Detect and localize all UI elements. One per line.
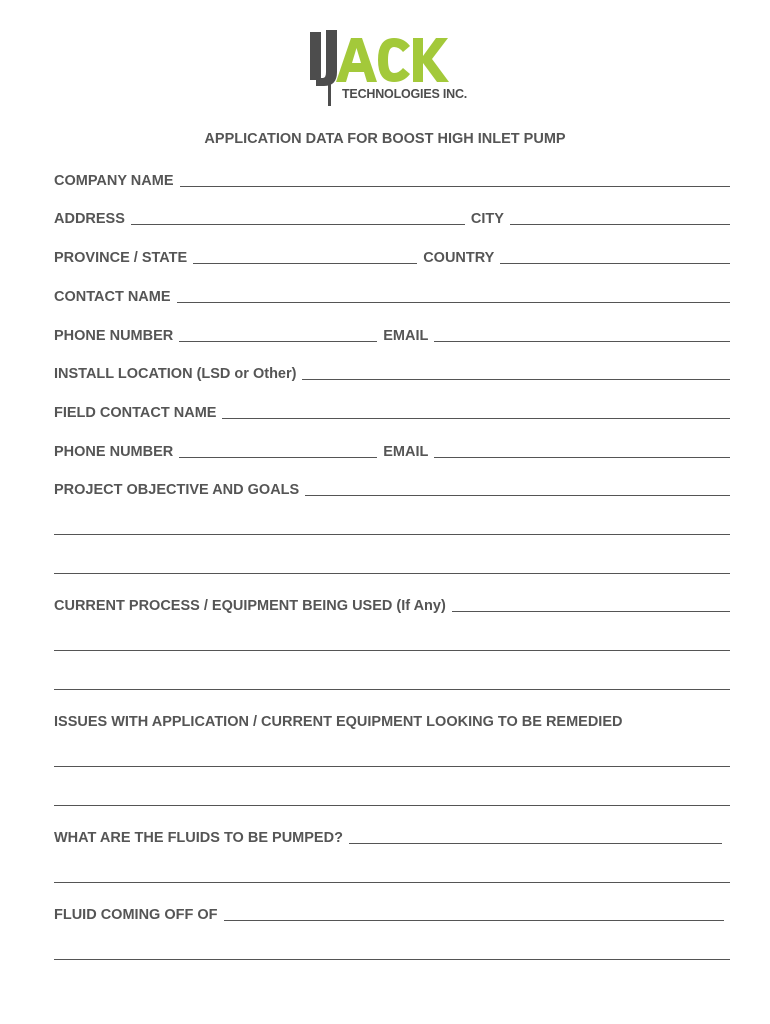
current-process-line-2: [54, 634, 730, 654]
project-objective-line-2: [54, 518, 730, 538]
fluids-row: [54, 827, 722, 847]
province-row: [54, 247, 730, 267]
email-field-2[interactable]: [434, 457, 730, 458]
email-label-2: EMAIL: [383, 444, 429, 460]
issues-line-2: [54, 789, 730, 809]
phone-email-row-2: [54, 441, 730, 461]
phone-number-label-1: PHONE NUMBER: [54, 328, 174, 344]
project-objective-line-3: [54, 557, 730, 577]
install-location-field[interactable]: [302, 379, 730, 380]
fluid-coming-off-label: FLUID COMING OFF OF: [54, 907, 218, 923]
fluids-label: WHAT ARE THE FLUIDS TO BE PUMPED?: [54, 830, 343, 846]
company-name-label: COMPANY NAME: [54, 173, 174, 189]
install-location-label: INSTALL LOCATION (LSD or Other): [54, 366, 297, 382]
contact-name-label: CONTACT NAME: [54, 289, 171, 305]
issues-field-2[interactable]: [54, 805, 730, 806]
address-row: [54, 208, 730, 228]
project-objective-field-2[interactable]: [54, 534, 730, 535]
form-title: APPLICATION DATA FOR BOOST HIGH INLET PUMP: [204, 131, 566, 147]
fluids-line-2: [54, 866, 730, 886]
fluids-field[interactable]: [349, 843, 722, 844]
issues-row: [54, 711, 730, 731]
province-state-field[interactable]: [193, 263, 417, 264]
contact-name-field[interactable]: [177, 302, 730, 303]
province-state-label: PROVINCE / STATE: [54, 250, 188, 266]
fluids-field-2[interactable]: [54, 882, 730, 883]
current-process-field-2[interactable]: [54, 650, 730, 651]
city-label: CITY: [470, 211, 504, 227]
issues-field-1[interactable]: [54, 766, 730, 767]
city-field[interactable]: [510, 224, 730, 225]
phone-number-field-1[interactable]: [179, 341, 377, 342]
field-contact-name-field[interactable]: [222, 418, 730, 419]
issues-line-1: [54, 750, 730, 770]
project-objective-field-3[interactable]: [54, 573, 730, 574]
email-field-1[interactable]: [434, 341, 730, 342]
project-objective-label: PROJECT OBJECTIVE AND GOALS: [54, 482, 300, 498]
issues-label: ISSUES WITH APPLICATION / CURRENT EQUIPMENT LOOKING TO BE REMEDIED: [54, 714, 623, 730]
project-objective-field[interactable]: [305, 495, 730, 496]
phone-number-label-2: PHONE NUMBER: [54, 444, 174, 460]
contact-name-row: [54, 286, 730, 306]
current-process-field-3[interactable]: [54, 689, 730, 690]
company-name-row: [54, 170, 730, 190]
field-contact-row: [54, 402, 730, 422]
phone-email-row-1: [54, 325, 730, 345]
address-field[interactable]: [131, 224, 465, 225]
install-location-row: [54, 363, 730, 383]
country-field[interactable]: [500, 263, 730, 264]
project-objective-row: [54, 479, 730, 499]
logo-subtitle: TECHNOLOGIES INC.: [342, 87, 468, 101]
company-name-field[interactable]: [180, 186, 731, 187]
fluid-coming-off-field-2[interactable]: [54, 959, 730, 960]
current-process-label: CURRENT PROCESS / EQUIPMENT BEING USED (If Any): [54, 598, 446, 614]
fluid-coming-off-line-2: [54, 943, 730, 963]
phone-number-field-2[interactable]: [179, 457, 377, 458]
fluid-coming-off-row: [54, 904, 724, 924]
current-process-row: [54, 595, 730, 615]
ijack-logo: [306, 26, 486, 112]
current-process-line-3: [54, 673, 730, 693]
country-label: COUNTRY: [423, 250, 495, 266]
fluid-coming-off-field[interactable]: [224, 920, 724, 921]
address-label: ADDRESS: [54, 211, 125, 227]
email-label-1: EMAIL: [383, 328, 429, 344]
field-contact-name-label: FIELD CONTACT NAME: [54, 405, 217, 421]
current-process-field[interactable]: [452, 611, 730, 612]
